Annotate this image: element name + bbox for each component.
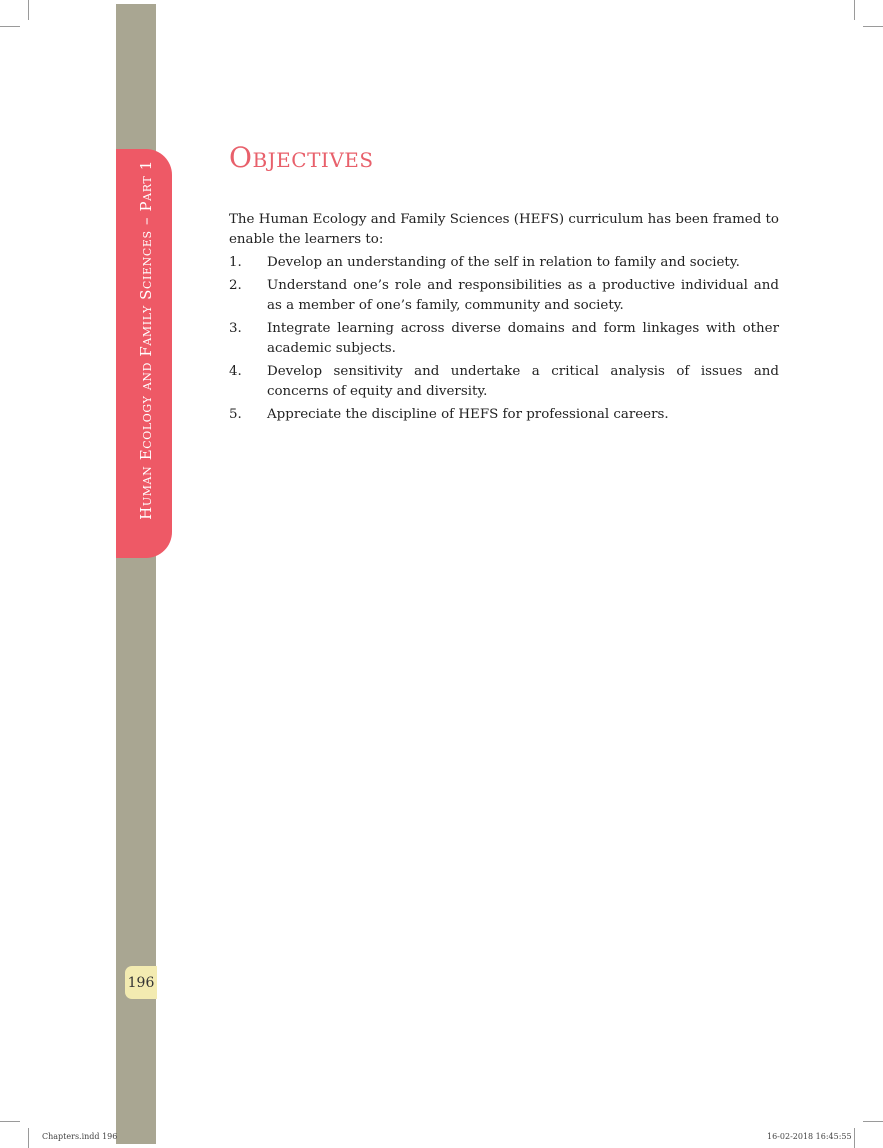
objectives-list — [229, 253, 779, 425]
list-item-text: Integrate learning across diverse domains and form linkages with other academic subjects. — [267, 321, 779, 356]
intro-paragraph: The Human Ecology and Family Sciences (HEFS) curriculum has been framed to enable the learners to: — [229, 212, 779, 247]
crop-mark — [863, 1121, 883, 1122]
list-item-text: Appreciate the discipline of HEFS for professional careers. — [267, 407, 669, 422]
footer-timestamp: 16-02-2018 16:45:55 — [767, 1132, 852, 1141]
list-item-number: 3. — [229, 321, 242, 336]
list-item-text: Understand one’s role and responsibilities as a productive individual and as a member of one’s family, community and society. — [267, 278, 779, 313]
list-item — [229, 319, 779, 359]
list-item-text: Develop sensitivity and undertake a critical analysis of issues and concerns of equity and diversity. — [267, 364, 779, 399]
crop-mark — [854, 0, 855, 20]
list-item-number: 1. — [229, 255, 242, 270]
list-item-text: Develop an understanding of the self in relation to family and society. — [267, 255, 740, 270]
list-item-number: 5. — [229, 407, 242, 422]
list-item — [229, 253, 779, 273]
objectives-section — [229, 210, 779, 428]
page-number: 196 — [125, 966, 157, 999]
vertical-book-title: Human Ecology and Family Sciences – Part 1 — [137, 160, 155, 520]
list-item — [229, 405, 779, 425]
list-item-number: 2. — [229, 278, 242, 293]
list-item — [229, 362, 779, 402]
crop-mark — [863, 26, 883, 27]
crop-mark — [0, 1121, 20, 1122]
crop-mark — [854, 1128, 855, 1148]
crop-mark — [28, 0, 29, 20]
page-title: Objectives — [229, 141, 374, 174]
footer-file-info: Chapters.indd 196 — [42, 1132, 118, 1141]
crop-mark — [0, 26, 20, 27]
list-item — [229, 276, 779, 316]
list-item-number: 4. — [229, 364, 242, 379]
crop-mark — [28, 1128, 29, 1148]
